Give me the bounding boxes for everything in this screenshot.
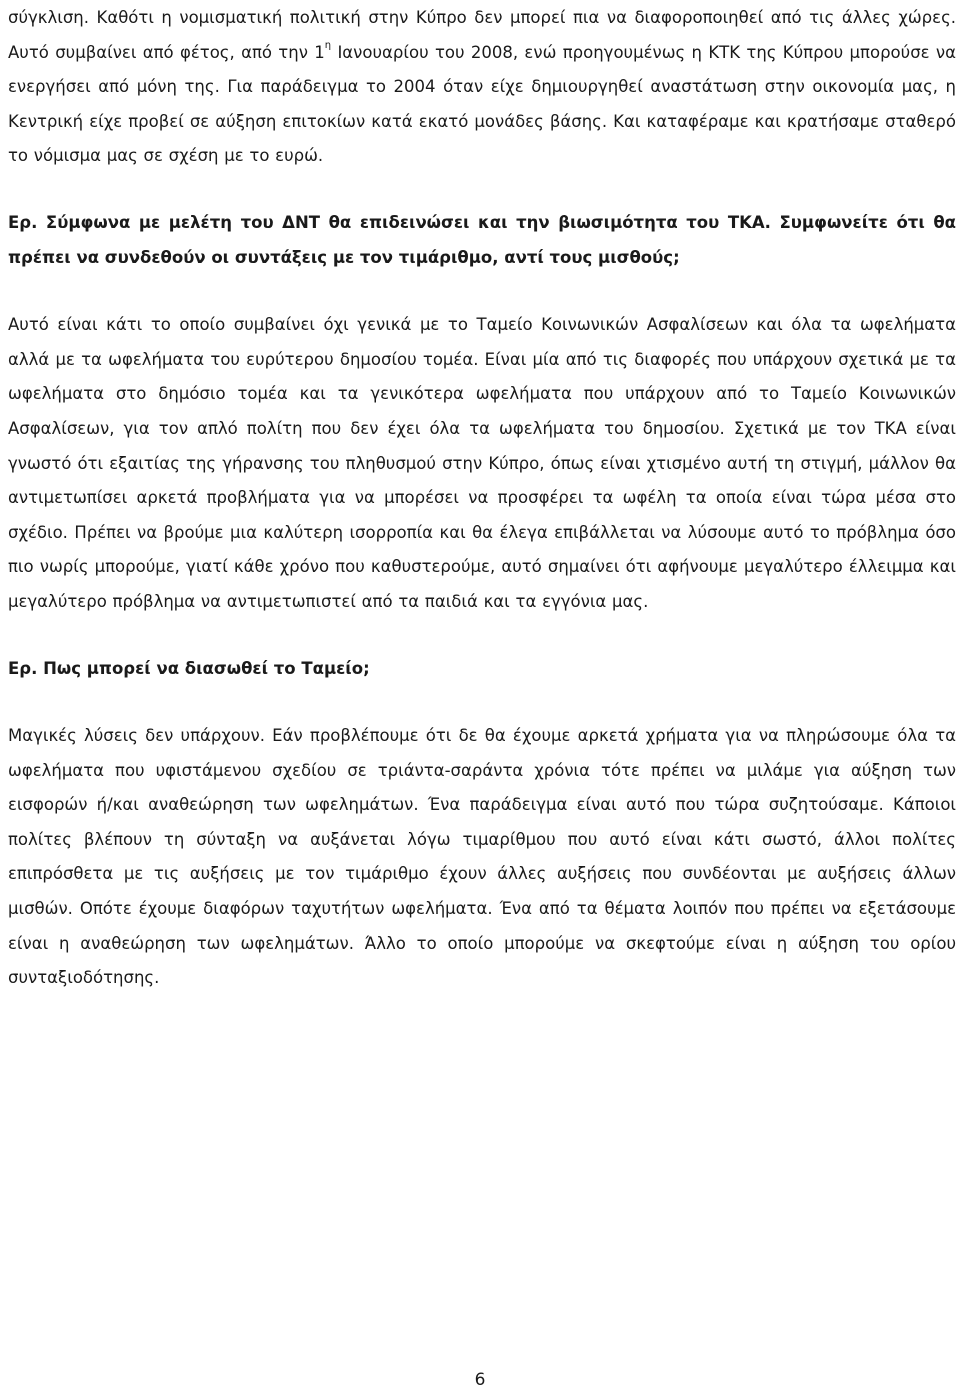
answer-2: Μαγικές λύσεις δεν υπάρχουν. Εάν προβλέπουμε ότι δε θα έχουμε αρκετά χρήματα για να πληρώσουμε όλα τα ωφελήματα που υφιστάμενου σχεδίου σε τριάντα-σαράντα χρόνια τότε πρέπει να μιλάμε για αύξηση των εισφορών ή/και αναθεώρηση των ωφελημάτων. Ένα παράδειγμα είναι αυτό που τώρα συζητούσαμε. Κάποιοι πολίτες βλέπουν τη σύνταξη να αυξάνεται λόγω τιμαρίθμου που αυτό είναι κάτι σωστό, άλλοι πολίτες επιπρόσθετα με τις αυξήσεις με τον τιμάριθμο έχουν άλλες αυξήσεις που συνδέονται με αυξήσεις άλλων μισθών. Οπότε έχουμε διαφόρων ταχυτήτων ωφελήματα. Ένα από τα θέματα λοιπόν που πρέπει να εξετάσουμε είναι η αναθεώρηση των ωφελημάτων. Άλλο το οποίο μπορούμε να σκεφτούμε είναι η αύξηση του ορίου συνταξιοδότησης. [8, 726, 956, 988]
paragraph-1-text-b: Ιανουαρίου του 2008, ενώ προηγουμένως η ΚΤΚ της Κύπρου μπορούσε να ενεργήσει από μόνη της. Για παράδειγμα το 2004 όταν είχε δημιουργηθεί αναστάτωση στην οικονομία μας, η Κεντρική είχε προβεί σε αύξηση επιτοκίων κατά εκατό μονάδες βάσης. Και καταφέραμε και κρατήσαμε σταθερό το νόμισμα μας σε σχέση με το ευρώ. [8, 42, 956, 166]
answer-1: Αυτό είναι κάτι το οποίο συμβαίνει όχι γενικά με το Ταμείο Κοινωνικών Ασφαλίσεων και όλα τα ωφελήματα αλλά με τα ωφελήματα του ευρύτερου δημοσίου τομέα. Είναι μία από τις διαφορές που υπάρχουν σχετικά με τα ωφελήματα στο δημόσιο τομέα και τα γενικότερα ωφελήματα που υπάρχουν από το Ταμείο Κοινωνικών Ασφαλίσεων, για τον απλό πολίτη που δεν έχει όλα τα ωφελήματα του δημοσίου. Σχετικά με τον ΤΚΑ είναι γνωστό ότι εξαιτίας της γήρανσης του πληθυσμού στην Κύπρο, όπως είναι χτισμένο αυτή τη στιγμή, μάλλον θα αντιμετωπίσει αρκετά προβλήματα για να μπορέσει να προσφέρει τα ωφέλη τα οποία είναι τώρα μέσα στο σχέδιο. Πρέπει να βρούμε μια καλύτερη ισορροπία και θα έλεγα επιβάλλεται να λύσουμε αυτό το πρόβλημα όσο πιο νωρίς μπορούμε, γιατί κάθε χρόνο που καθυστερούμε, αυτό σημαίνει ότι αφήνουμε μεγαλύτερο έλλειμμα και μεγαλύτερο πρόβλημα να αντιμετωπιστεί από τα παιδιά και τα εγγόνια μας. [8, 315, 956, 611]
question-1: Ερ. Σύμφωνα με μελέτη του ΔΝΤ θα επιδεινώσει και την βιωσιμότητα του ΤΚΑ. Συμφωνείτε ότι θα πρέπει να συνδεθούν οι συντάξεις με τον τιμάριθμο, αντί τους μισθούς; [8, 212, 956, 267]
question-2: Ερ. Πως μπορεί να διασωθεί το Ταμείο; [8, 658, 370, 678]
paragraph-1-text-a: σύγκλιση. Καθότι η νομισματική πολιτική στην Κύπρο δεν μπορεί πια να διαφοροποιηθεί από τις άλλες χώρες. Αυτό συμβαίνει από φέτος, από την 1 [8, 8, 956, 62]
document-page [8, 0, 956, 996]
page-number: 6 [474, 1370, 486, 1390]
ordinal-superscript: η [324, 40, 332, 52]
paragraph-1 [8, 1, 956, 174]
